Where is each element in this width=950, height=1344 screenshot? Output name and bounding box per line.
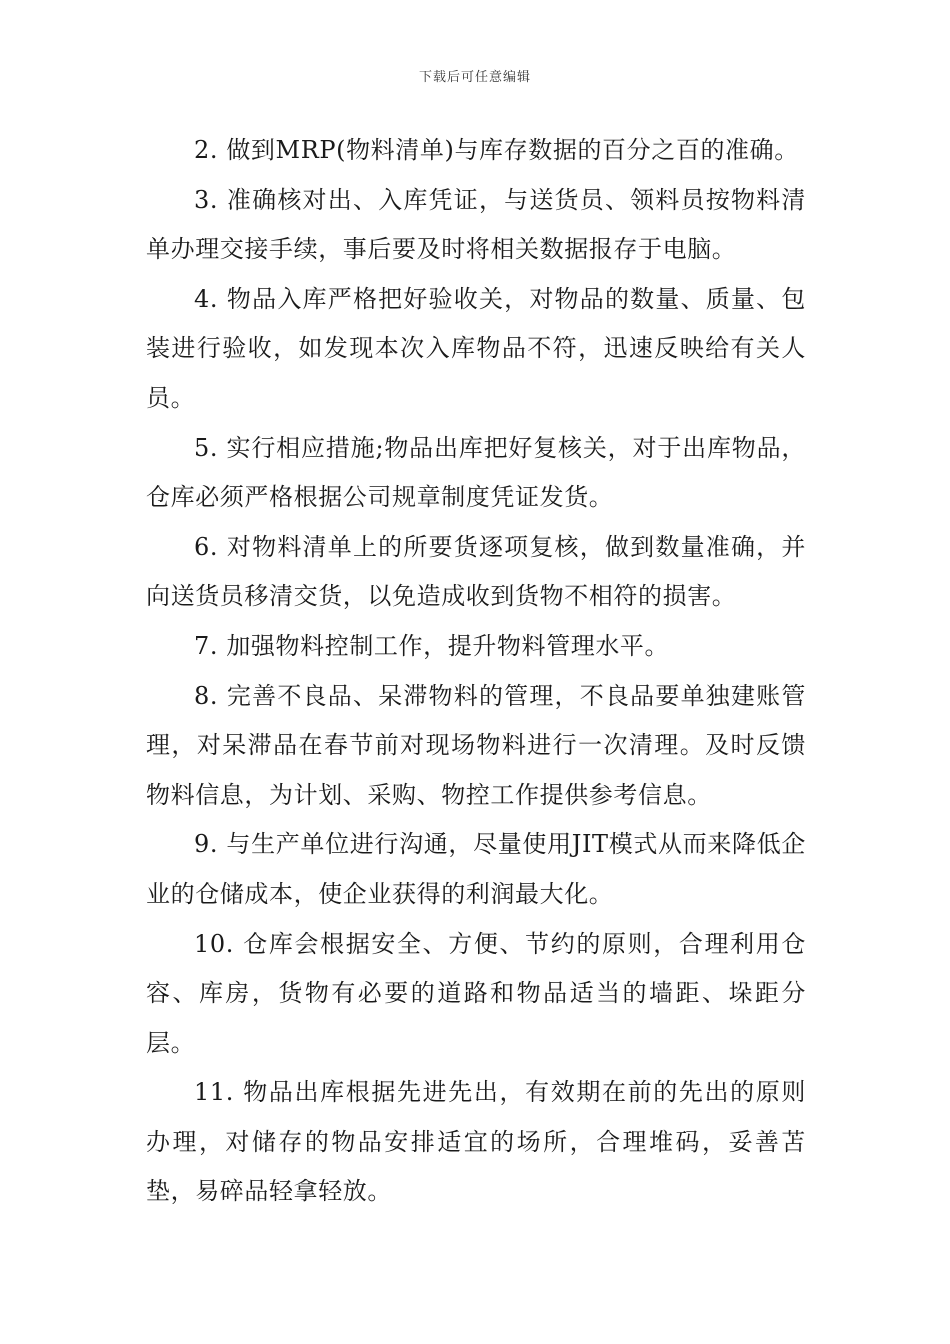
page-header: 下载后可任意编辑 (418, 70, 531, 85)
paragraph-item-5: 5. 实行相应措施;物品出库把好复核关，对于出库物品，仓库必须严格根据公司规章制度凭证发货。 (146, 433, 806, 512)
paragraph-item-8: 8. 完善不良品、呆滞物料的管理，不良品要单独建账管理，对呆滞品在春节前对现场物料进行一次清理。及时反馈物料信息，为计划、采购、物控工作提供参考信息。 (146, 681, 806, 809)
paragraph-item-9: 9. 与生产单位进行沟通，尽量使用JIT模式从而来降低企业的仓储成本，使企业获得的利润最大化。 (146, 830, 806, 908)
document-body (146, 126, 806, 1217)
paragraph-item-7: 7. 加强物料控制工作，提升物料管理水平。 (194, 631, 670, 660)
paragraph-item-4: 4. 物品入库严格把好验收关，对物品的数量、质量、包装进行验收，如发现本次入库物品不符，迅速反映给有关人员。 (146, 284, 806, 412)
paragraph-item-6: 6. 对物料清单上的所要货逐项复核，做到数量准确，并向送货员移清交货，以免造成收到货物不相符的损害。 (146, 532, 806, 611)
paragraph-item-11: 11. 物品出库根据先进先出，有效期在前的先出的原则办理，对储存的物品安排适宜的场所，合理堆码，妥善苫垫，易碎品轻拿轻放。 (146, 1078, 806, 1206)
paragraph-item-10: 10. 仓库会根据安全、方便、节约的原则，合理利用仓容、库房，货物有必要的道路和物品适当的墙距、垛距分层。 (146, 929, 806, 1057)
paragraph-item-2: 2. 做到MRP(物料清单)与库存数据的百分之百的准确。 (194, 136, 799, 164)
paragraph-item-3: 3. 准确核对出、入库凭证，与送货员、领料员按物料清单办理交接手续，事后要及时将相关数据报存于电脑。 (146, 185, 806, 264)
